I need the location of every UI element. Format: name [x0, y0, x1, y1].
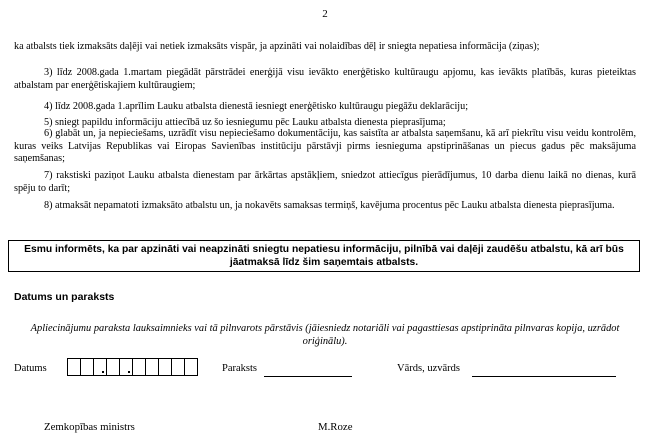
date-box[interactable] — [145, 358, 159, 376]
date-box[interactable] — [184, 358, 198, 376]
signature-note: Apliecinājumu paraksta lauksaimnieks vai tā pilnvarots pārstāvis (jāiesniedz notariāli vai pagasttiesas apstiprināta pilnvaras kopija, uzrādot oriģinālu). — [30, 323, 620, 347]
minister-name: M.Roze — [318, 421, 353, 433]
date-box[interactable] — [171, 358, 185, 376]
date-box[interactable] — [106, 358, 120, 376]
name-line[interactable] — [472, 376, 616, 377]
paragraph-item-3: 3) līdz 2008.gada 1.martam piegādāt pārstrādei enerģijā visu ievākto enerģētisko kultūraugu apjomu, kas ievākts platībās, kuras pieteiktas atbalstam par enerģētiskajiem kultūraugiem; — [14, 67, 636, 91]
name-label: Vārds, uzvārds — [397, 363, 460, 374]
paragraph-item-4: 4) līdz 2008.gada 1.aprīlim Lauku atbalsta dienestā iesniegt enerģētisko kultūraugu piegāžu deklarāciju; — [44, 101, 469, 112]
date-box[interactable] — [80, 358, 94, 376]
signature-line[interactable] — [264, 376, 352, 377]
paragraph-item-7: 7) rakstiski paziņot Lauku atbalsta dienestam par ārkārtas apstākļiem, sniedzot attiecīgus pierādījumus, 10 darba dienu laikā no dienas, kurā spēju to darīt; — [14, 170, 636, 194]
date-label: Datums — [14, 363, 47, 374]
paragraph-continuation: ka atbalsts tiek izmaksāts daļēji vai netiek izmaksāts vispār, ja apzināti vai nolaidības dēļ ir sniegta nepatiesa informācija (ziņas); — [14, 41, 540, 52]
date-box[interactable] — [119, 358, 133, 376]
date-box[interactable] — [93, 358, 107, 376]
date-box[interactable] — [132, 358, 146, 376]
page-number: 2 — [322, 8, 328, 20]
paragraph-item-5: 5) sniegt papildu informāciju attiecībā uz šo iesniegumu pēc Lauku atbalsta dienesta pieprasījuma; — [44, 117, 446, 128]
section-heading: Datums un paraksts — [14, 291, 115, 303]
paragraph-item-6: 6) glabāt un, ja nepieciešams, uzrādīt visu nepieciešamo dokumentāciju, kas saistīta ar atbalsta saņemšanu, kā arī piekrītu visu veidu kontrolēm, kuras veiks Latvijas Republikas vai Eiropas Savienības institūciju pārstāvji pirms iesnieguma apstiprināšanas un piecus gadus pēc maksājuma saņemšanas; — [14, 128, 636, 165]
date-box[interactable] — [67, 358, 81, 376]
notice-box — [8, 240, 640, 272]
signature-label: Paraksts — [222, 363, 257, 374]
notice-text: Esmu informēts, ka par apzināti vai neapzināti sniegtu nepatiesu informāciju, pilnībā vai daļēji zaudēšu atbalstu, kā arī būs jāatmaksā līdz šim saņemtais atbalsts. — [24, 244, 624, 268]
paragraph-item-8: 8) atmaksāt nepamatoti izmaksāto atbalstu un, ja nokavēts samaksas termiņš, kavējuma procentus pēc Lauku atbalsta dienesta pieprasījuma. — [44, 200, 615, 211]
date-input-boxes[interactable] — [68, 358, 198, 376]
date-box[interactable] — [158, 358, 172, 376]
minister-title: Zemkopības ministrs — [44, 421, 135, 433]
